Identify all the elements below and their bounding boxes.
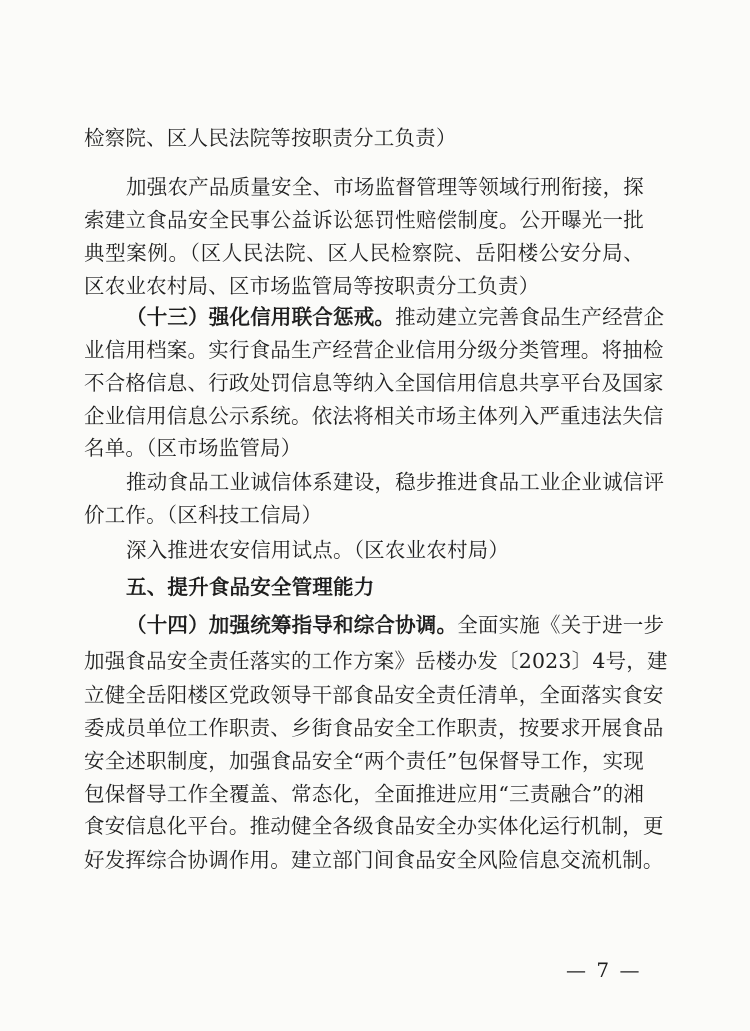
text-line: 包保督导工作全覆盖、常态化，全面推进应用“三责融合”的湘: [84, 782, 644, 806]
text-line: 索建立食品安全民事公益诉讼惩罚性赔偿制度。公开曝光一批: [84, 208, 644, 232]
text-line: 深入推进农安信用试点。（区农业农村局）: [126, 538, 510, 562]
text-line: 推动食品工业诚信体系建设，稳步推进食品工业企业诚信评: [126, 470, 665, 494]
text-line: 业信用档案。实行食品生产经营企业信用分级分类管理。将抽检: [84, 338, 664, 362]
text-line: 价工作。（区科技工信局）: [84, 503, 323, 527]
text-line: 检察院、区人民法院等按职责分工负责）: [84, 126, 457, 150]
page-number: — 7 —: [566, 958, 642, 982]
text-line: 名单。（区市场监管局）: [84, 436, 302, 460]
text-line: 不合格信息、行政处罚信息等纳入全国信用信息共享平台及国家: [84, 371, 664, 395]
paragraph-14-first-line: [126, 605, 665, 645]
paragraph-13-lead: 推动建立完善食品生产经营企: [395, 305, 665, 329]
text-line: 企业信用信息公示系统。依法将相关市场主体列入严重违法失信: [84, 404, 664, 428]
section-heading: 五、提升食品安全管理能力: [126, 575, 375, 599]
text-line: 安全述职制度，加强食品安全“两个责任”包保督导工作，实现: [84, 749, 644, 773]
text-line: 立健全岳阳楼区党政领导干部食品安全责任清单，全面落实食安: [84, 683, 664, 707]
text-line: 委成员单位工作职责、乡街食品安全工作职责，按要求开展食品: [84, 716, 664, 740]
paragraph-13-title: （十三）强化信用联合惩戒。: [126, 305, 396, 329]
text-line: 区农业农村局、区市场监管局等按职责分工负责）: [84, 274, 540, 298]
text-line: 好发挥综合协调作用。建立部门间食品安全风险信息交流机制。: [84, 848, 664, 872]
text-line: 加强农产品质量安全、市场监督管理等领域行刑衔接，探: [126, 175, 644, 199]
paragraph-14-title: （十四）加强统筹指导和综合协调。: [126, 613, 458, 637]
text-line: 典型案例。（区人民法院、区人民检察院、岳阳楼公安分局、: [84, 241, 644, 265]
text-line: 加强食品安全责任落实的工作方案》岳楼办发〔2023〕4号，建: [84, 649, 668, 673]
text-line: 食安信息化平台。推动健全各级食品安全办实体化运行机制，更: [84, 814, 664, 838]
paragraph-14-lead: 全面实施《关于进一步: [457, 613, 665, 637]
